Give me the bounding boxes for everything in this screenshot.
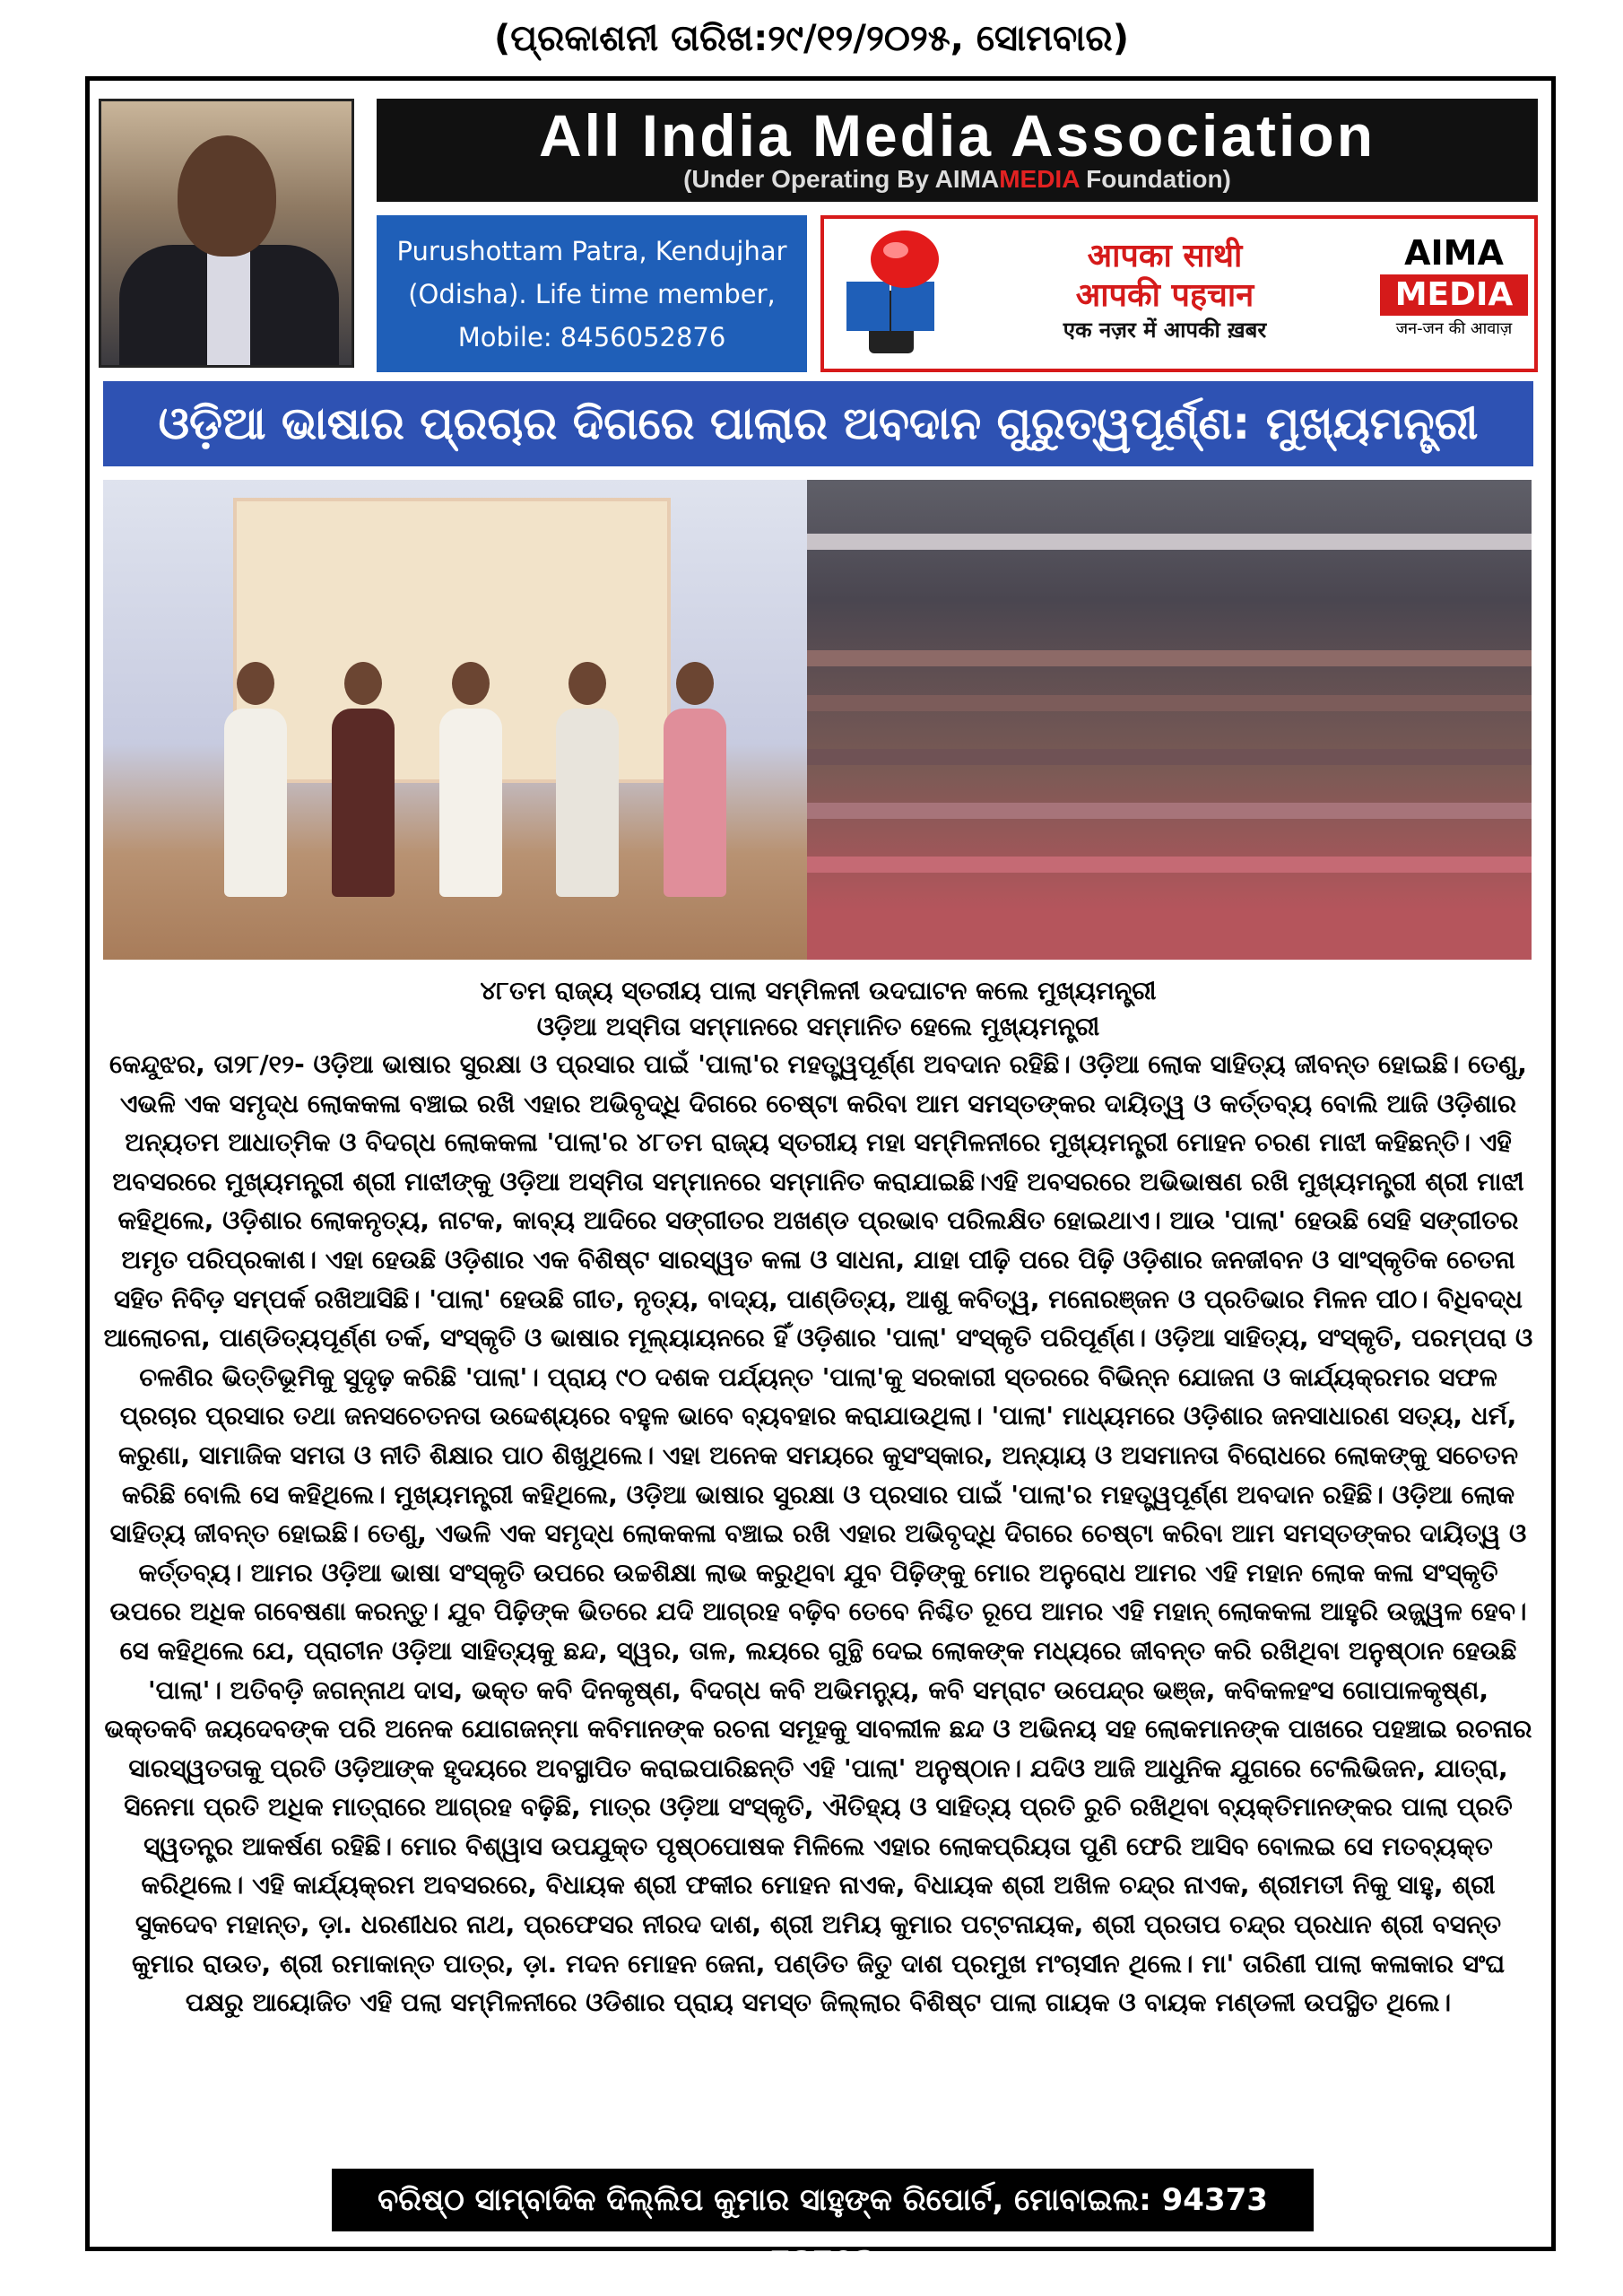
logo-tagline: जन-जन की आवाज़ (1395, 319, 1513, 338)
dignitary-figure (556, 662, 619, 897)
dignitary-figure (664, 662, 726, 897)
masthead-subtitle (377, 165, 1538, 194)
headline: ଓଡ଼ିଆ ଭାଷାର ପ୍ରଚାର ଦିଗରେ ପାଲାର ଅବଦାନ ଗୁରୁତ୍ୱପୂର୍ଣ୍ଣ: ମୁଖ୍ୟମନ୍ତ୍ରୀ (103, 381, 1533, 466)
microphone-icon (842, 228, 941, 361)
masthead-subtitle-pre: (Under Operating By AIMA (683, 165, 1000, 193)
masthead-subtitle-post: Foundation) (1079, 165, 1231, 193)
article-subheading-1: ୪୮ତମ ରାଜ୍ୟ ସ୍ତରୀୟ ପାଲା ସମ୍ମିଳନୀ ଉଦଘାଟନ କଲେ ମୁଖ୍ୟମନ୍ତ୍ରୀ (480, 976, 1157, 1005)
dignitary-figure (224, 662, 287, 897)
member-name-line: Purushottam Patra, Kendujhar (396, 236, 787, 266)
masthead-title: All India Media Association (538, 102, 1376, 169)
member-status-line: (Odisha). Life time member, (408, 279, 776, 309)
ad-slogan-line1: आपका साथी (1087, 238, 1243, 274)
article-subheading-2: ଓଡ଼ିଆ ଅସ୍ମିତା ସମ୍ମାନରେ ସମ୍ମାନିତ ହେଲେ ମୁଖ୍ୟମନ୍ତ୍ରୀ (536, 1012, 1100, 1041)
aima-media-ad (820, 215, 1538, 372)
article (103, 973, 1533, 2022)
reporter-credit: ବରିଷ୍ଠ ସାମ୍ବାଦିକ ଦିଲ୍ଲିପ କୁମାର ସାହୁଙ୍କ ରିପୋର୍ଟ, ମୋବାଇଲ: 94373 78792 (332, 2169, 1314, 2231)
ad-slogan-line3: एक नज़र में आपकी ख़बर (1063, 317, 1267, 343)
stage-photo (103, 480, 807, 960)
logo-aima-text: AIMA (1404, 233, 1504, 273)
logo-media-text: MEDIA (1380, 274, 1528, 316)
dignitary-figure (439, 662, 502, 897)
member-photo (99, 99, 354, 368)
aima-media-logo (1380, 233, 1528, 354)
photo-head-shape (178, 135, 276, 257)
ad-slogan (976, 237, 1353, 344)
member-mobile-line: Mobile: 8456052876 (457, 322, 726, 352)
masthead-subtitle-red: MEDIA (999, 165, 1080, 193)
audience-photo (807, 480, 1532, 960)
masthead-banner (377, 99, 1538, 202)
photo-shirt-shape (207, 249, 250, 368)
dignitary-figure (332, 662, 395, 897)
member-info-panel (377, 215, 807, 372)
article-body: କେନ୍ଦୁଝର, ତା୨୮/୧୨- ଓଡ଼ିଆ ଭାଷାର ସୁରକ୍ଷା ଓ ପ୍ରସାର ପାଇଁ 'ପାଲା'ର ମହତ୍ତ୍ୱପୂର୍ଣ୍ଣ ଅବଦାନ ରହିଛି। ଓଡ଼ିଆ ଲୋକ ସାହିତ୍ୟ ଜୀବନ୍ତ ହୋଇଛି। ତେଣୁ, ଏଭଳି ଏକ ସମୃଦ୍ଧ ଲୋକକଳା ବଞ୍ଚାଇ ରଖି ଏହାର ଅଭିବୃଦ୍ଧି ଦିଗରେ ଚେଷ୍ଟା କରିବା ଆମ ସମସ୍ତଙ୍କର ଦାୟିତ୍ୱ ଓ କର୍ତ୍ତବ୍ୟ ବୋଲି ଆଜି ଓଡ଼ିଶାର ଅନ୍ୟତମ ଆଧାତ୍ମିକ ଓ ବିଦଗ୍ଧ ଲୋକକଳା 'ପାଲା'ର ୪୮ତମ ରାଜ୍ୟ ସ୍ତରୀୟ ମହା ସମ୍ମିଳନୀରେ ମୁଖ୍ୟମନ୍ତ୍ରୀ ମୋହନ ଚରଣ ମାଝୀ କହିଛନ୍ତି। ଏହି ଅବସରରେ ମୁଖ୍ୟମନ୍ତ୍ରୀ ଶ୍ରୀ ମାଝୀଙ୍କୁ ଓଡ଼ିଆ ଅସ୍ମିତା ସମ୍ମାନରେ ସମ୍ମାନିତ କରାଯାଇଛି।ଏହି ଅବସରରେ ଅଭିଭାଷଣ ରଖି ମୁଖ୍ୟମନ୍ତ୍ରୀ ଶ୍ରୀ ମାଝୀ କହିଥିଲେ, ଓଡ଼ିଶାର ଲୋକନୃତ୍ୟ, ନାଟକ, କାବ୍ୟ ଆଦିରେ ସଙ୍ଗୀତର ଅଖଣ୍ଡ ପ୍ରଭାବ ପରିଲକ୍ଷିତ ହୋଇଥାଏ। ଆଉ 'ପାଲା' ହେଉଛି ସେହି ସଙ୍ଗୀତର ଅମୃତ ପରିପ୍ରକାଶ। ଏହା ହେଉଛି ଓଡ଼ିଶାର ଏକ ବିଶିଷ୍ଟ ସାରସ୍ୱତ କଳା ଓ ସାଧନା, ଯାହା ପୀଢ଼ି ପରେ ପିଢ଼ି ଓଡ଼ିଶାର ଜନଜୀବନ ଓ ସାଂସ୍କୃତିକ ଚେତନା ସହିତ ନିବିଡ଼ ସମ୍ପର୍କ ରଖିଆସିଛି। 'ପାଲା' ହେଉଛି ଗୀତ, ନୃତ୍ୟ, ବାଦ୍ୟ, ପାଣ୍ଡିତ୍ୟ, ଆଶୁ କବିତ୍ୱ, ମନୋରଞ୍ଜନ ଓ ପ୍ରତିଭାର ମିଳନ ପୀଠ। ବିଧିବଦ୍ଧ ଆଲୋଚନା, ପାଣ୍ଡିତ୍ୟପୂର୍ଣ୍ଣ ତର୍କ, ସଂସ୍କୃତି ଓ ଭାଷାର ମୂଲ୍ୟାୟନରେ ହିଁ ଓଡ଼ିଶାର 'ପାଲା' ସଂସ୍କୃତି ପରିପୂର୍ଣ୍ଣ। ଓଡ଼ିଆ ସାହିତ୍ୟ, ସଂସ୍କୃତି, ପରମ୍ପରା ଓ ଚଳଣିର ଭିତ୍ତିଭୂମିକୁ ସୁଦୃଢ଼ କରିଛି 'ପାଲା'। ପ୍ରାୟ ୯୦ ଦଶକ ପର୍ଯ୍ୟନ୍ତ 'ପାଲା'କୁ ସରକାରୀ ସ୍ତରରେ ବିଭିନ୍ନ ଯୋଜନା ଓ କାର୍ଯ୍ୟକ୍ରମର ସଫଳ ପ୍ରଚାର ପ୍ରସାର ତଥା ଜନସଚେତନତା ଉଦ୍ଦେଶ୍ୟରେ ବହୁଳ ଭାବେ ବ୍ୟବହାର କରାଯାଉଥିଲା। 'ପାଲା' ମାଧ୍ୟମରେ ଓଡ଼ିଶାର ଜନସାଧାରଣ ସତ୍ୟ, ଧର୍ମ, କରୁଣା, ସାମାଜିକ ସମତା ଓ ନୀତି ଶିକ୍ଷାର ପାଠ ଶିଖୁଥିଲେ। ଏହା ଅନେକ ସମୟରେ କୁସଂସ୍କାର, ଅନ୍ୟାୟ ଓ ଅସମାନତା ବିରୋଧରେ ଲୋକଙ୍କୁ ସଚେତନ କରିଛି ବୋଲି ସେ କହିଥିଲେ। ମୁଖ୍ୟମନ୍ତ୍ରୀ କହିଥିଲେ, ଓଡ଼ିଆ ଭାଷାର ସୁରକ୍ଷା ଓ ପ୍ରସାର ପାଇଁ 'ପାଲା'ର ମହତ୍ତ୍ୱପୂର୍ଣ୍ଣ ଅବଦାନ ରହିଛି। ଓଡ଼ିଆ ଲୋକ ସାହିତ୍ୟ ଜୀବନ୍ତ ହୋଇଛି। ତେଣୁ, ଏଭଳି ଏକ ସମୃଦ୍ଧ ଲୋକକଳା ବଞ୍ଚାଇ ରଖି ଏହାର ଅଭିବୃଦ୍ଧି ଦିଗରେ ଚେଷ୍ଟା କରିବା ଆମ ସମସ୍ତଙ୍କର ଦାୟିତ୍ୱ ଓ କର୍ତ୍ତବ୍ୟ। ଆମର ଓଡ଼ିଆ ଭାଷା ସଂସ୍କୃତି ଉପରେ ଉଚ୍ଚଶିକ୍ଷା ଲାଭ କରୁଥିବା ଯୁବ ପିଢ଼ିଙ୍କୁ ମୋର ଅନୁରୋଧ ଆମର ଏହି ମହାନ ଲୋକ କଳା ସଂସ୍କୃତି ଉପରେ ଅଧିକ ଗବେଷଣା କରନ୍ତୁ। ଯୁବ ପିଢ଼ିଙ୍କ ଭିତରେ ଯଦି ଆଗ୍ରହ ବଢ଼ିବ ତେବେ ନିଶ୍ଚିତ ରୂପେ ଆମର ଏହି ମହାନ୍ ଲୋକକଳା ଆହୁରି ଉଜ୍ଜ୍ୱଳ ହେବ। ସେ କହିଥିଲେ ଯେ, ପ୍ରାଚୀନ ଓଡ଼ିଆ ସାହିତ୍ୟକୁ ଛନ୍ଦ, ସ୍ୱର, ତାଳ, ଲୟରେ ଗୁନ୍ଥି ଦେଇ ଲୋକଙ୍କ ମଧ୍ୟରେ ଜୀବନ୍ତ କରି ରଖିଥିବା ଅନୁଷ୍ଠାନ ହେଉଛି 'ପାଲା'। ଅତିବଡ଼ି ଜଗନ୍ନାଥ ଦାସ, ଭକ୍ତ କବି ଦିନକୃଷ୍ଣ, ବିଦଗ୍ଧ କବି ଅଭିମନ୍ୟୁ, କବି ସମ୍ରାଟ ଉପେନ୍ଦ୍ର ଭଞ୍ଜ, କବିକଳହଂସ ଗୋପାଳକୃଷ୍ଣ, ଭକ୍ତକବି ଜୟଦେବଙ୍କ ପରି ଅନେକ ଯୋଗଜନ୍ମା କବିମାନଙ୍କ ରଚନା ସମୂହକୁ ସାବଲୀଳ ଛନ୍ଦ ଓ ଅଭିନୟ ସହ ଲୋକମାନଙ୍କ ପାଖରେ ପହଞ୍ଚାଇ ରଚନାର ସାରସ୍ୱତତାକୁ ପ୍ରତି ଓଡ଼ିଆଙ୍କ ହୃଦୟରେ ଅବସ୍ଥାପିତ କରାଇପାରିଛନ୍ତି ଏହି 'ପାଲା' ଅନୁଷ୍ଠାନ। ଯଦିଓ ଆଜି ଆଧୁନିକ ଯୁଗରେ ଟେଲିଭିଜନ, ଯାତ୍ରା, ସିନେମା ପ୍ରତି ଅଧିକ ମାତ୍ରାରେ ଆଗ୍ରହ ବଢ଼ିଛି, ମାତ୍ର ଓଡ଼ିଆ ସଂସ୍କୃତି, ଐତିହ୍ୟ ଓ ସାହିତ୍ୟ ପ୍ରତି ରୁଚି ରଖିଥିବା ବ୍ୟକ୍ତିମାନଙ୍କର ପାଲା ପ୍ରତି ସ୍ୱତନ୍ତ୍ର ଆକର୍ଷଣ ରହିଛି। ମୋର ବିଶ୍ୱାସ ଉପଯୁକ୍ତ ପୃଷ୍ଠପୋଷକ ମିଳିଲେ ଏହାର ଲୋକପ୍ରିୟତା ପୁଣି ଫେରି ଆସିବ ବୋଲଇ ସେ ମତବ୍ୟକ୍ତ କରିଥିଲେ। ଏହି କାର୍ଯ୍ୟକ୍ରମ ଅବସରରେ, ବିଧାୟକ ଶ୍ରୀ ଫକୀର ମୋହନ ନାଏକ, ବିଧାୟକ ଶ୍ରୀ ଅଖିଳ ଚନ୍ଦ୍ର ନାଏକ, ଶ୍ରୀମତୀ ନିକୁ ସାହୁ, ଶ୍ରୀ ସୁକଦେବ ମହାନ୍ତ, ଡ଼ା. ଧରଣୀଧର ନାଥ, ପ୍ରଫେସର ନୀରଦ ଦାଶ, ଶ୍ରୀ ଅମିୟ କୁମାର ପଟ୍ଟନାୟକ, ଶ୍ରୀ ପ୍ରତାପ ଚନ୍ଦ୍ର ପ୍ରଧାନ ଶ୍ରୀ ବସନ୍ତ କୁମାର ରାଉତ, ଶ୍ରୀ ରମାକାନ୍ତ ପାତ୍ର, ଡ଼ା. ମଦନ ମୋହନ ଜେନା, ପଣ୍ଡିତ ଜିତୁ ଦାଶ ପ୍ରମୁଖ ମଂଚାସୀନ ଥିଲେ। ମା' ତାରିଣୀ ପାଲା କଳାକାର ସଂଘ ପକ୍ଷରୁ ଆୟୋଜିତ ଏହି ପଲା ସମ୍ମିଳନୀରେ ଓଡିଶାର ପ୍ରାୟ ସମସ୍ତ ଜିଲ୍ଲାର ବିଶିଷ୍ଟ ପାଲା ଗାୟକ ଓ ବାୟକ ମଣ୍ଡଳୀ ଉପସ୍ଥିତ ଥିଲେ। (103, 1049, 1533, 2018)
publication-date: (ପ୍ରକାଶନୀ ତାରିଖ:୨୯/୧୨/୨୦୨୫, ସୋମବାର) (493, 18, 1130, 59)
ad-slogan-line2: आपकी पहचान (1075, 277, 1254, 314)
